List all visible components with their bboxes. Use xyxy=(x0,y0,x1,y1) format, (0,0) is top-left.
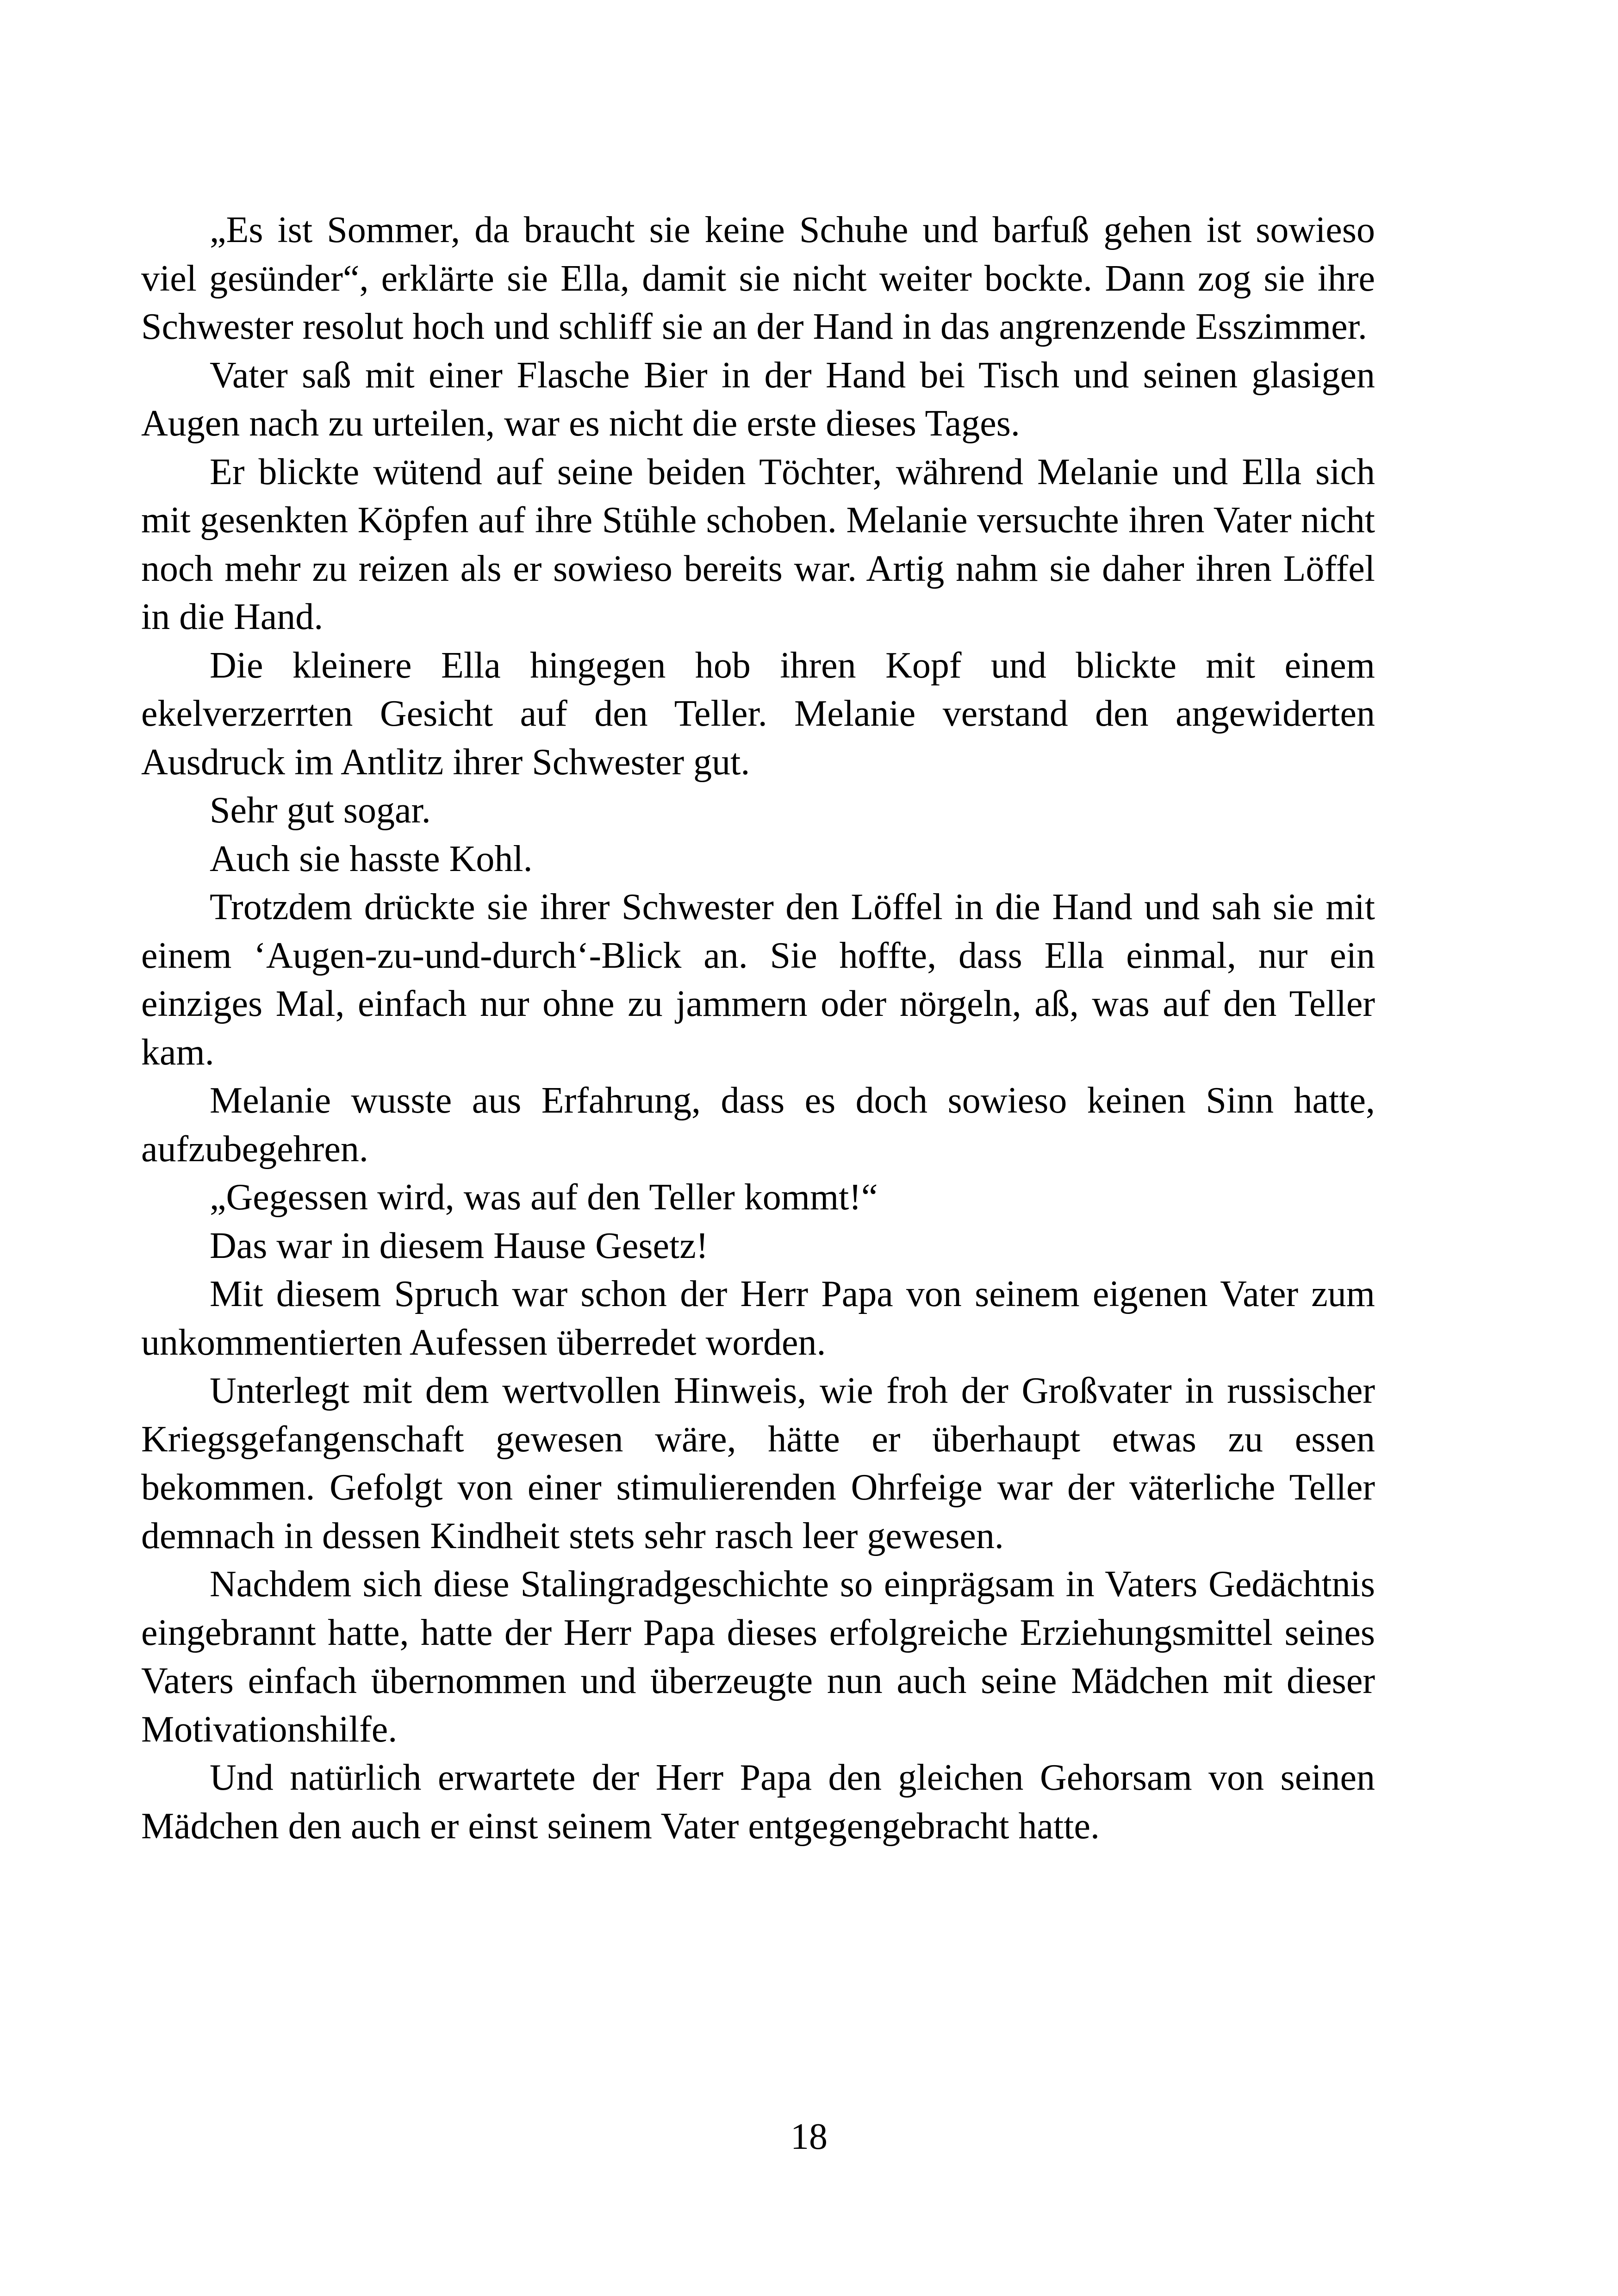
paragraph: Melanie wusste aus Erfahrung, dass es doch sowieso keinen Sinn hatte, aufzubegehren. xyxy=(141,1080,1375,1170)
paragraph: Auch sie hasste Kohl. xyxy=(210,838,533,879)
body-text xyxy=(141,206,1375,1850)
paragraph: „Gegessen wird, was auf den Teller kommt!“ xyxy=(210,1177,878,1218)
paragraph: Nachdem sich diese Stalingradgeschichte so einprägsam in Vaters Gedächtnis eingebrannt hatte, hatte der Herr Papa dieses erfolgreiche Erziehungsmittel seines Vaters einfach übernommen und überzeugte nun auch seine Mädchen mit dieser Motivationshilfe. xyxy=(141,1564,1375,1750)
paragraph: Sehr gut sogar. xyxy=(210,790,431,831)
paragraph: Er blickte wütend auf seine beiden Töchter, während Melanie und Ella sich mit gesenkten Köpfen auf ihre Stühle schoben. Melanie versuchte ihren Vater nicht noch mehr zu reizen als er sowieso bereits war. Artig nahm sie daher ihren Löffel in die Hand. xyxy=(141,451,1375,637)
paragraph: Mit diesem Spruch war schon der Herr Papa von seinem eigenen Vater zum unkommentierten Aufessen überredet worden. xyxy=(141,1274,1375,1363)
paragraph: „Es ist Sommer, da braucht sie keine Schuhe und barfuß gehen ist sowieso viel gesünder“, erklärte sie Ella, damit sie nicht weiter bockte. Dann zog sie ihre Schwester resolut hoch und schliff sie an der Hand in das angrenzende Esszimmer. xyxy=(141,210,1375,347)
paragraph: Trotzdem drückte sie ihrer Schwester den Löffel in die Hand und sah sie mit einem ‘Augen-zu-und-durch‘-Blick an. Sie hoffte, dass Ella einmal, nur ein einziges Mal, einfach nur ohne zu jammern oder nörgeln, aß, was auf den Teller kam. xyxy=(141,887,1375,1073)
paragraph: Unterlegt mit dem wertvollen Hinweis, wie froh der Großvater in russischer Kriegsgefangenschaft gewesen wäre, hätte er überhaupt etwas zu essen bekommen. Gefolgt von einer stimulierenden Ohrfeige war der väterliche Teller demnach in dessen Kindheit stets sehr rasch leer gewesen. xyxy=(141,1370,1375,1556)
paragraph: Und natürlich erwartete der Herr Papa den gleichen Gehorsam von seinen Mädchen den auch er einst seinem Vater entgegengebracht hatte. xyxy=(141,1757,1375,1847)
page-number: 18 xyxy=(790,2116,828,2157)
paragraph: Das war in diesem Hause Gesetz! xyxy=(210,1225,709,1266)
paragraph: Vater saß mit einer Flasche Bier in der Hand bei Tisch und seinen glasigen Augen nach zu urteilen, war es nicht die erste dieses Tages. xyxy=(141,355,1375,444)
paragraph: Die kleinere Ella hingegen hob ihren Kopf und blickte mit einem ekelverzerrten Gesicht auf den Teller. Melanie verstand den angewiderten Ausdruck im Antlitz ihrer Schwester gut. xyxy=(141,645,1375,783)
